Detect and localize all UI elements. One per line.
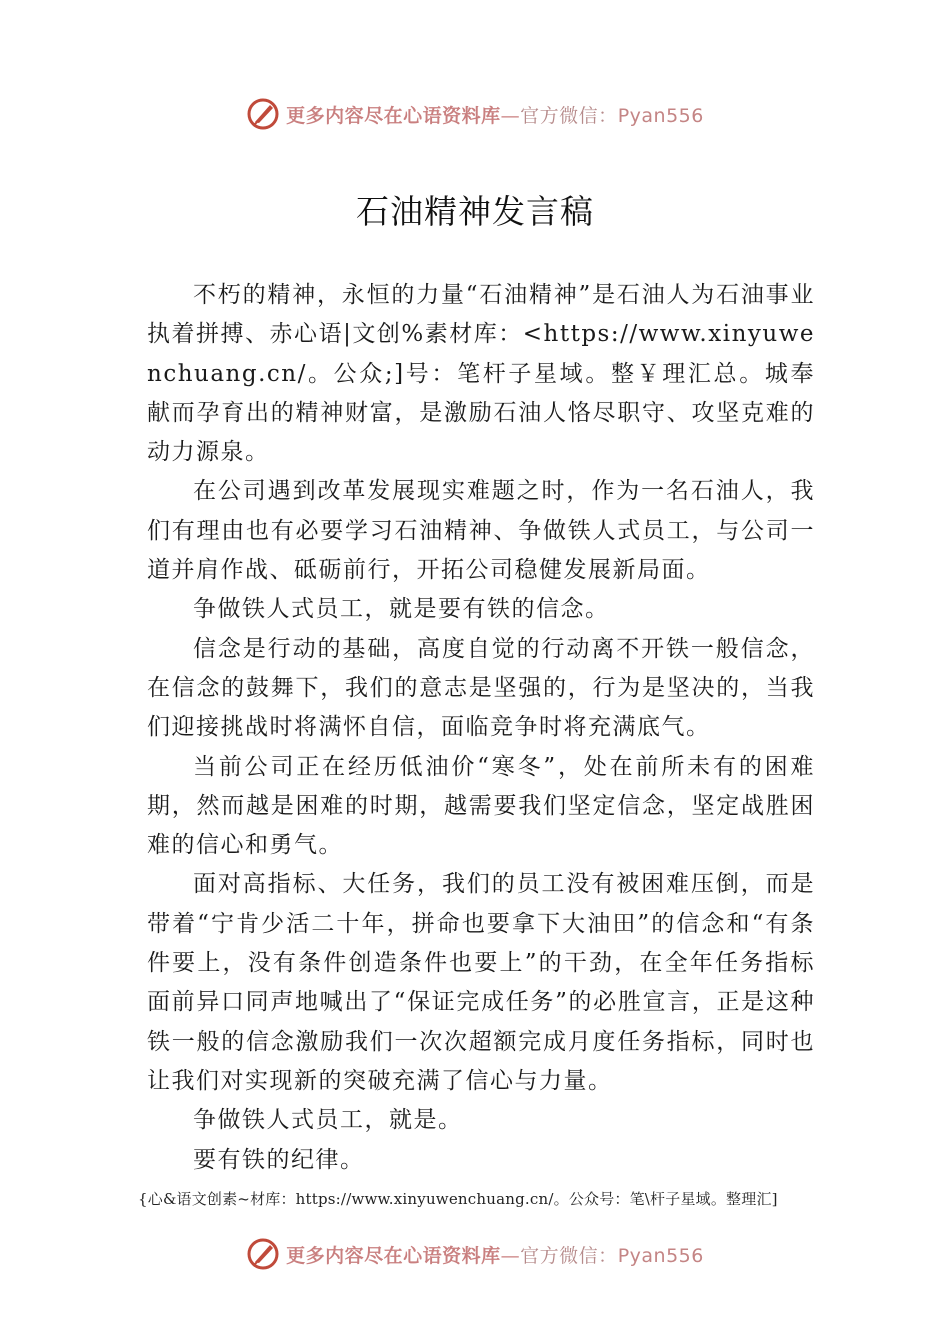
footer-wechat-label: 官方微信： [520,1244,618,1267]
footer-banner [0,1232,950,1276]
document-title: 石油精神发言稿 [356,192,594,231]
header-banner-separator: — [500,104,521,127]
paragraph: 不朽的精神，永恒的力量“石油精神”是石油人为石油事业执着拼搏、赤心语|文创%素材库：<https://www.xinyuwenchuang.cn/。公众;]号：笔杆子星域。整￥理汇总。城奉献而孕育出的精神财富，是激励石油人恪尽职守、攻坚克难的动力源泉。 [147,282,815,466]
footer-banner-text [286,1241,704,1268]
paragraph: 争做铁人式员工，就是要有铁的信念。 [193,596,610,623]
footer-wechat-id: Pyan556 [617,1244,704,1267]
header-wechat-label: 官方微信： [520,104,618,127]
paragraph: 争做铁人式员工，就是。 [193,1107,463,1134]
document-body [147,276,815,1180]
footer-banner-slogan: 更多内容尽在心语资料库 [286,1244,501,1267]
paragraph: 面对高指标、大任务，我们的员工没有被困难压倒，而是带着“宁肯少活二十年，拼命也要拿下大油田”的信念和“有条件要上，没有条件创造条件也要上”的干劲，在全年任务指标面前异口同声地喊出了“保证完成任务”的必胜宣言，正是这种铁一般的信念激励我们一次次超额完成月度任务指标，同时也让我们对实现新的突破充满了信心与力量。 [147,871,815,1094]
source-footnote: {心&语文创素~材库：https://www.xinyuwenchuang.cn/。公众号：笔\杆子星域。整理汇] [138,1190,778,1208]
paragraph: 在公司遇到改革发展现实难题之时，作为一名石油人，我们有理由也有必要学习石油精神、争做铁人式员工，与公司一道并肩作战、砥砺前行，开拓公司稳健发展新局面。 [147,478,815,584]
quill-logo-icon [246,1237,280,1271]
quill-logo-icon [246,97,280,131]
header-banner-slogan: 更多内容尽在心语资料库 [286,104,501,127]
header-wechat-id: Pyan556 [617,104,704,127]
paragraph: 当前公司正在经历低油价“寒冬”，处在前所未有的困难期，然而越是困难的时期，越需要我们坚定信念，坚定战胜困难的信心和勇气。 [147,753,815,859]
footer-banner-separator: — [500,1244,521,1267]
paragraph: 要有铁的纪律。 [193,1146,365,1173]
header-banner [0,92,950,136]
paragraph: 信念是行动的基础，高度自觉的行动离不开铁一般信念，在信念的鼓舞下，我们的意志是坚强的，行为是坚决的，当我们迎接挑战时将满怀自信，面临竞争时将充满底气。 [147,635,815,741]
header-banner-text [286,101,704,128]
